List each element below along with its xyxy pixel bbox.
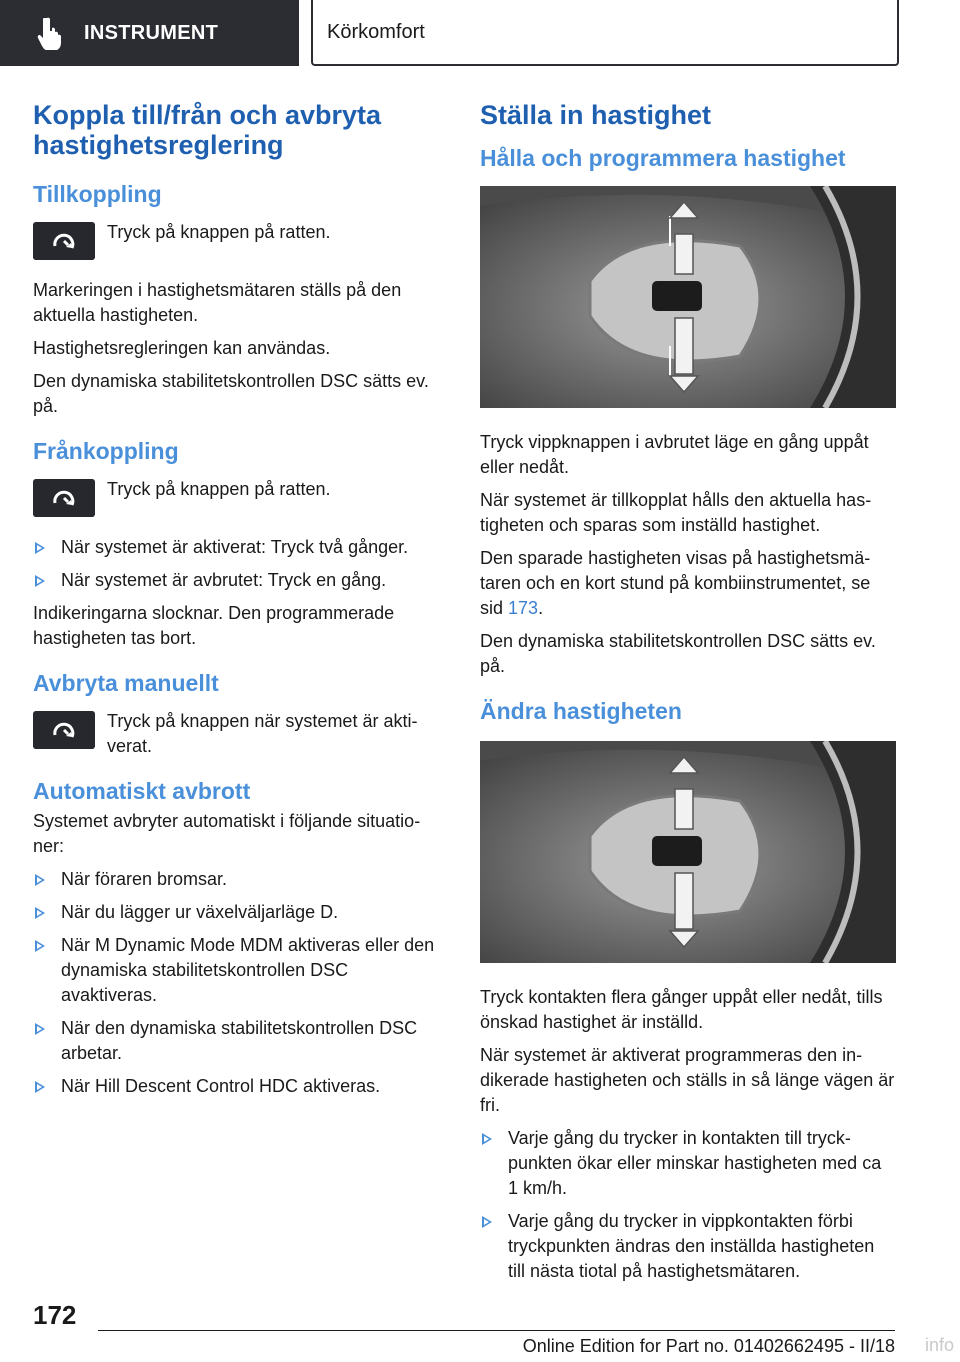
- paragraph: Den dynamiska stabilitetskontrollen DSC sätts ev. på.: [33, 371, 429, 416]
- frankoppling-list: [33, 535, 445, 593]
- cruise-control-button-icon: [33, 479, 95, 517]
- bullet-triangle-icon: [35, 874, 45, 886]
- bullet-triangle-icon: [35, 1081, 45, 1093]
- bullet-triangle-icon: [482, 1133, 492, 1145]
- heading-andra-hastigheten: Ändra hastigheten: [480, 698, 682, 724]
- list-item: När den dynamiska stabilitetskontrollen DSC arbetar.: [33, 1016, 445, 1066]
- list-item: När M Dynamic Mode MDM aktiveras eller den dynamiska stabilitetskontrollen DSC avaktiveras.: [33, 933, 445, 1008]
- page-number: 172: [33, 1300, 77, 1330]
- left-column: [33, 100, 445, 1107]
- paragraph: Markeringen i hastighetsmätaren ställs på den aktuella hastigheten.: [33, 280, 402, 325]
- list-item: När du lägger ur växelväljarläge D.: [33, 900, 445, 925]
- heading-avbryta-manuellt: Avbryta manuellt: [33, 670, 219, 696]
- paragraph: Hastighetsregleringen kan användas.: [33, 338, 331, 358]
- chapter-tab: [311, 0, 899, 66]
- avbryta-instruction: [33, 709, 445, 759]
- heading-automatiskt-avbrott: Automatiskt avbrott: [33, 778, 251, 804]
- bullet-triangle-icon: [35, 542, 45, 554]
- tillkoppling-icon-text: Tryck på knappen på ratten.: [107, 222, 331, 242]
- steering-wheel-rocker-photo: [480, 186, 896, 408]
- automatiskt-list: [33, 867, 445, 1099]
- andra-list: [480, 1126, 896, 1284]
- steering-wheel-rocker-photo: [480, 741, 896, 963]
- list-item: När föraren bromsar.: [33, 867, 445, 892]
- section-title-koppla: Koppla till/från och avbryta hastighetsreglering: [33, 100, 382, 160]
- footer-divider: [98, 1330, 895, 1331]
- paragraph: Systemet avbryter automatiskt i följande situationer:: [33, 811, 421, 856]
- section-tab-label: INSTRUMENT: [84, 21, 219, 44]
- frankoppling-instruction: [33, 477, 445, 517]
- heading-frankoppling: Frånkoppling: [33, 438, 179, 464]
- page-reference-link[interactable]: 173: [508, 598, 539, 618]
- paragraph: Den sparade hastigheten visas på hastighetsmätaren och en kort stund på kombiinstrumentet, se sid 173.: [480, 548, 871, 618]
- bullet-triangle-icon: [35, 940, 45, 952]
- bullet-triangle-icon: [35, 907, 45, 919]
- paragraph: Den dynamiska stabilitetskontrollen DSC sätts ev. på.: [480, 631, 876, 676]
- frankoppling-icon-text: Tryck på knappen på ratten.: [107, 479, 331, 499]
- paragraph: När systemet är aktiverat programmeras den indikerade hastigheten och ställs in så länge vägen är fri.: [480, 1045, 895, 1115]
- avbryta-icon-text: Tryck på knappen när systemet är aktiverat.: [107, 711, 418, 756]
- bullet-triangle-icon: [482, 1216, 492, 1228]
- section-title-stalla: Ställa in hastighet: [480, 100, 712, 130]
- paragraph: När systemet är tillkopplat hålls den aktuella hastigheten och sparas som inställd hastighet.: [480, 490, 872, 535]
- chapter-tab-label: Körkomfort: [327, 20, 425, 43]
- cruise-control-button-icon: [33, 711, 95, 749]
- heading-tillkoppling: Tillkoppling: [33, 181, 162, 207]
- tillkoppling-instruction: [33, 220, 445, 260]
- list-item: När Hill Descent Control HDC aktiveras.: [33, 1074, 445, 1099]
- hand-pointer-icon: [36, 16, 66, 50]
- list-item: När systemet är avbrutet: Tryck en gång.: [33, 568, 445, 593]
- paragraph: Indikeringarna slocknar. Den programmerade hastigheten tas bort.: [33, 603, 395, 648]
- heading-halla: Hålla och programmera hastighet: [480, 145, 846, 171]
- edition-text: Online Edition for Part no. 01402662495 - II/18: [522, 1336, 895, 1356]
- paragraph: Tryck kontakten flera gånger uppåt eller nedåt, tills önskad hastighet är inställd.: [480, 987, 883, 1032]
- list-item: Varje gång du trycker in vippkontakten förbi tryckpunkten ändras den inställda hastigheten till nästa tiotal på hastighetsmätaren.: [480, 1209, 896, 1284]
- list-item: Varje gång du trycker in kontakten till tryckpunkten ökar eller minskar hastigheten med ca 1 km/h.: [480, 1126, 896, 1201]
- right-column: [480, 100, 896, 1292]
- watermark: info: [924, 1335, 954, 1355]
- cruise-control-button-icon: [33, 222, 95, 260]
- page-header: [0, 0, 960, 68]
- bullet-triangle-icon: [35, 575, 45, 587]
- list-item: När systemet är aktiverat: Tryck två gånger.: [33, 535, 445, 560]
- paragraph: Tryck vippknappen i avbrutet läge en gång uppåt eller nedåt.: [480, 432, 869, 477]
- bullet-triangle-icon: [35, 1023, 45, 1035]
- section-tab: [0, 0, 299, 66]
